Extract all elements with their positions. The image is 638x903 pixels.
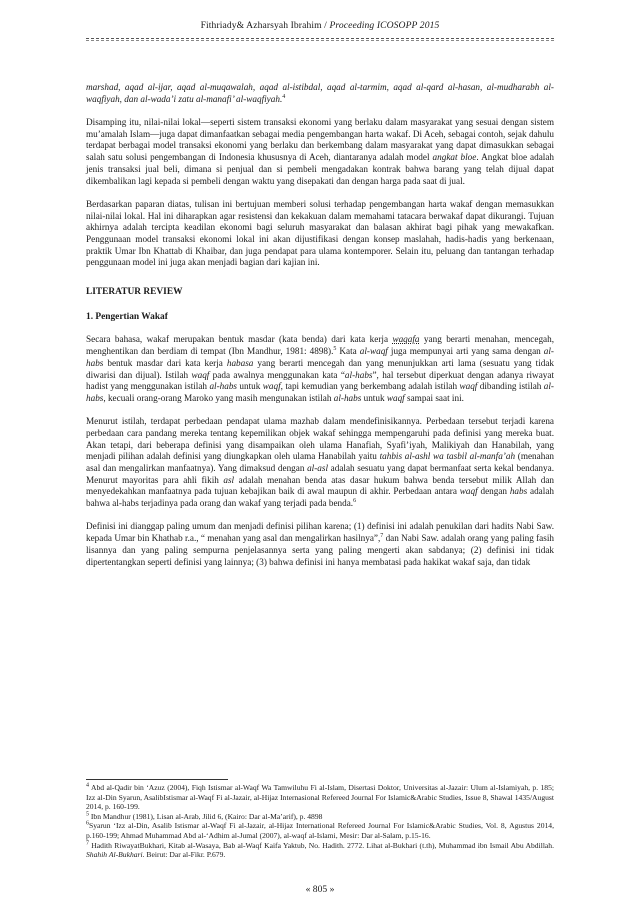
term-waqf: waqf	[262, 381, 281, 392]
header-authors: Fithriady& Azharsyah Ibrahim	[200, 20, 322, 31]
subsection-heading-pengertian-wakaf: 1. Pengertian Wakaf	[86, 311, 168, 322]
paragraph-purpose: Berdasarkan paparan diatas, tulisan ini bertujuan memberi solusi terhadap pengembangan harta wakaf dengan memasukkan nilai-nilai lokal. Hal ini diharapkan agar resistensi dan kekakuan dalam memahami tatacara berwakaf dapat dikurangi. Tujuan akhirnya adalah tercipta keadilan ekonomi bagi seluruh masyarakat dan balasan akhirat bagi pihak yang mewakafkan. Penggunaan model transaksi ekonomi lokal ini akan dijustifikasi dengan konsep maslahah, hadis-hadis yang berkenaan, praktik Umar Ibn Khattab di Khaibar, dan juga pendapat para ulama kontemporer. Selain itu, peluang dan tantangan terhadap penggunaan model ini juga akan menjadi bagian dari kajian ini.	[86, 198, 554, 268]
term-habs: habs	[509, 486, 528, 497]
text-run: dibanding istilah	[477, 381, 544, 392]
paragraph-terminological-definition	[86, 416, 554, 510]
text-run: yang berarti menahan, mencegah, menghentikan dan berdiam di tempat (Ibn Mandhur, 1981: 4898).	[86, 334, 555, 357]
text-run: adalah bahwa al-habs terjadinya pada orang dan wakaf yang terjadi pada benda.	[86, 486, 554, 509]
text-run: adalah menahan benda atas dasar hukum bahwa benda tersebut milik Allah dan menyedekahkan manfaatnya pada tujuan kebajikan baik di awal maupun di akhir. Perbedaan antara	[86, 474, 555, 497]
term-waqf: waqf	[191, 369, 210, 380]
footnote-text: Ibn Mandhur (1981), Lisan al-Arab, Jilid 6, (Kairo: Dar al-Ma’arif), p. 4898	[90, 811, 323, 821]
term-waqf: waqf	[459, 486, 478, 497]
text-run: , tapi kemudian yang berkembang adalah istilah	[280, 381, 460, 392]
term-al-habs: al-habs	[86, 381, 554, 403]
text-run: Menurut istilah, terdapat perbedaan pendapat ulama mazhab dalam mendefinisikannya. Perbedaan tersebut terjadi karena perbedaan cara pandang mereka tentang kepemilikan objek wakaf sehingga mempengaruhi pada definisi yang mereka buat. Akan tetapi, dari beberapa definisi yang disampaikan oleh ulama Hanafiah, Syafi’iyah, Malikiyah dan Hanabilah, yang menjadi pilihan adalah definisi yang diungkapkan oleh ulama Hanabilah yaitu	[86, 416, 554, 462]
footnote-4: $^4$ Abd al-Qadir bin ‘Azuz (2004), Fiqh Istismar al-Waqf Wa Tamwiluhu Fi al-Islam, Disertasi Doktor, Universitas al-Jazair: Ulum al-Islamiyah, p. 185; Izz al-Din Syarun, AsalibIstismar al-Waqf Fi al-Jazair, al-Hijaz Internasional Refereed Journal For Islamic&Arabic Studies, Issue 8, Shawal 1435/August 2014, p. 160-199.	[86, 782, 554, 812]
text-run: . Angkat bloe adalah jenis transaksi jual beli, dimana si penjual dan si pembeli mengadakan kontrak bahwa barang yang telah dijual dapat dikembalikan lagi kepada si pembeli dengan waktu yang disepakati dan dengan harga pada saat di jual.	[86, 152, 554, 186]
body-text	[86, 82, 554, 568]
text-run: , kecuali orang-orang Maroko yang masih mengunakan istilah	[103, 392, 334, 403]
footnote-text: Abd al-Qadir bin ‘Azuz (2004), Fiqh Istismar al-Waqf Wa Tamwiluhu Fi al-Islam, Disertasi Doktor, Universitas al-Jazair: Ulum al-Islamiyah, p. 185; Izz al-Din Syarun, AsalibIstismar al-Waqf Fi al-Jazair, al-Hijaz Internasional Refereed Journal For Islamic&Arabic Studies, Issue 8, Shawal 1435/August 2014, p. 160-199.	[86, 783, 554, 812]
term-al-waqf: al-waqf	[359, 346, 388, 357]
header-proceeding: Proceeding ICOSOPP 2015	[329, 20, 440, 31]
paragraph-linguistic-definition	[86, 334, 554, 404]
term-asl: asl	[223, 474, 235, 485]
header-separator: /	[321, 20, 330, 31]
footnote-ref-7: 7	[380, 533, 384, 540]
text-run: juga mempunyai arti yang sama dengan	[387, 346, 544, 357]
footnotes	[86, 783, 554, 860]
term-waqf: waqf	[386, 392, 405, 403]
paragraph-definition-reasons	[86, 521, 554, 568]
section-heading-literature-review: LITERATUR REVIEW	[86, 287, 183, 298]
footnote-6: $^6$Syarun ‘Izz al-Din, Asalib Istismar al-Waqf Fi al-Jazair, al-Hijaz International Refereed Journal For Islamic&Arabic Studies, Vol. 8, Agustus 2014, p.160-199; Ahmad Muhammad Abd al-‘Adhim al-Jumal (2007), al-waqf al-Islami, Mesir: Dar al-Salam, p.15-16.	[86, 820, 554, 840]
text-run: adalah sesuatu yang dapat bermanfaat serta kekal bendanya. Menurut mayoritas para ahli fikih	[86, 463, 554, 485]
term-al-asl: al-asl	[307, 463, 329, 474]
term-tahbis: tahbis al-ashl wa tasbil al-manfa’ah	[379, 451, 516, 462]
header-rule-second	[86, 40, 554, 41]
term-angkat-bloe: angkat bloe	[432, 152, 477, 163]
running-header	[86, 20, 554, 31]
continuation-italic-text: marshad, aqad al-ijar, aqad al-muqawalah, aqad al-istibdal, aqad al-tarmim, aqad al-qard al-hasan, al-mudharabh al-waqfiyah, dan al-wada’i zatu al-manafi’ al-waqfiyah.	[86, 82, 554, 104]
text-run: dan Nabi Saw. adalah orang yang paling fasih lisannya dan yang paling sempurna penjelasannya serta yang paling mengerti akan sabdanya; (2) definisi ini tidak dipertentangkan seperti definisi yang lainnya; (3) bahwa definisi ini hanya membatasi pada hakikat wakaf saja, dan tidak	[86, 533, 554, 567]
paragraph-local-values	[86, 117, 554, 187]
term-habasa: habasa	[226, 357, 254, 368]
footnote-7: $^7$ Hadith RiwayatBukhari, Kitab al-Wasaya, Bab al-Waqf Kaifa Yaktub, No. Hadith. 2772. Lihat al-Bukhari (t.th), Muhammad ibn Ismail Abu Abdillah. Shahih Al-Bukhari. Beirut: Dar al-Fikr. P.679.	[86, 840, 554, 860]
term-al-habs: al-habs	[209, 381, 237, 392]
text-run: Definisi ini dianggap paling umum dan menjadi definisi pilihan karena; (1) definisi ini adalah penukilan dari hadits Nabi Saw. kepada Umar bin Khathab r.a., “ menahan yang asal dan mengalirkan hasilnya”,	[86, 521, 554, 544]
text-run: Secara bahasa, wakaf merupakan bentuk masdar (kata benda) dari kata kerja	[86, 334, 393, 345]
text-run: yang berarti mencegah dan yang menunjukkan arti lama (sesuatu yang tidak diwarisi dan dijual). Istilah	[86, 357, 555, 380]
footnote-ref-6: 6	[353, 498, 357, 505]
term-al-habs: al-habs	[333, 392, 362, 403]
footnote-text: . Beirut: Dar al-Fikr. P.679.	[142, 850, 226, 860]
text-run: untuk	[361, 392, 387, 403]
text-run: ”, hal tersebut diperkuat dengan adanya riwayat hadist yang menggunakan istilah	[86, 369, 554, 392]
term-waqf: waqf	[459, 381, 478, 392]
term-waqafa: waqafa	[392, 334, 420, 345]
text-run: dengan	[477, 486, 510, 497]
text-run: Disamping itu, nilai-nilai lokal—seperti sistem transaksi ekonomi yang berlaku dalam masyarakat yang sesuai dengan sistem mu’amalah Islam—juga dapat dimanfaatkan sebagai media pengembangan harta wakaf. Di Aceh, sebagai contoh, sejak dahulu terdapat berbagai model transaksi ekonomi yang berlaku dan berkembang dalam masyarakat yang dapat dimasukkan sebagai salah satu solusi pengembangan di Indonesia khususnya di Aceh, diantaranya adalah model	[86, 117, 554, 163]
paragraph-continuation	[86, 82, 554, 105]
text-run: sampai saat ini.	[404, 392, 464, 403]
footnote-separator	[86, 779, 228, 780]
text-run: untuk	[237, 381, 263, 392]
footnote-5: $^5$ Ibn Mandhur (1981), Lisan al-Arab, Jilid 6, (Kairo: Dar al-Ma’arif), p. 4898	[86, 811, 323, 821]
footnote-ref-4: 4	[282, 93, 286, 100]
footnote-text: Syarun ‘Izz al-Din, Asalib Istismar al-Waqf Fi al-Jazair, al-Hijaz International Refereed Journal For Islamic&Arabic Studies, Vol. 8, Agustus 2014, p.160-199; Ahmad Muhammad Abd al-‘Adhim al-Jumal (2007), al-waqf al-Islami, Mesir: Dar al-Salam, p.15-16.	[86, 821, 554, 840]
footnote-ref-5: 5	[333, 346, 337, 353]
footnote-book-title: Shahih Al-Bukhari	[86, 850, 143, 860]
footnote-text: Hadith RiwayatBukhari, Kitab al-Wasaya, Bab al-Waqf Kaifa Yaktub, No. Hadith. 2772. Lihat al-Bukhari (t.th), Muhammad ibn Ismail Abu Abdillah.	[91, 840, 554, 850]
page-number: « 805 »	[305, 884, 335, 895]
term-al-habs: al-habs	[344, 369, 373, 380]
header-rule	[86, 38, 554, 39]
term-al-habs: al-habs	[86, 346, 554, 368]
text-run: bentuk masdar dari kata kerja	[103, 357, 227, 368]
text-run: Kata	[336, 346, 360, 357]
text-run: pada awalnya menggunakan kata “	[209, 369, 345, 380]
text-run: (menahan asal dan mengalirkan manfaatnya). Yang dimaksud dengan	[86, 451, 554, 474]
